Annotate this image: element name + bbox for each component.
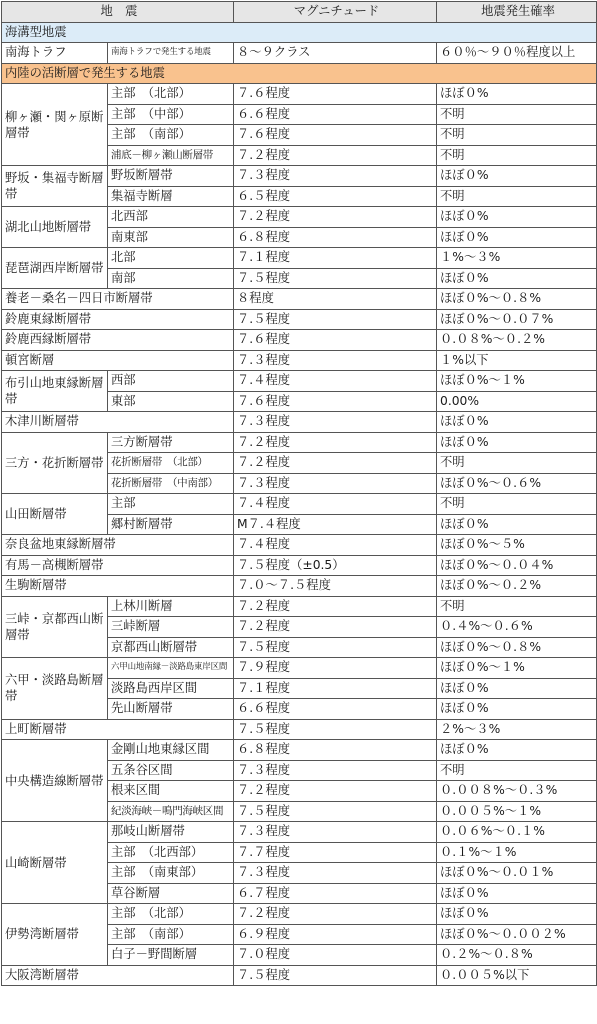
magnitude-cell: ７.４程度 — [234, 371, 437, 392]
probability-cell: ０.００５%～１% — [437, 801, 597, 822]
header-probability: 地震発生確率 — [437, 2, 597, 23]
fault-name-cell: 鈴鹿西縁断層帯 — [2, 330, 234, 351]
magnitude-cell: ７.１程度 — [234, 248, 437, 269]
probability-cell: 不明 — [437, 453, 597, 474]
header-row — [2, 2, 597, 23]
table-row — [2, 84, 597, 105]
table-row — [2, 822, 597, 843]
magnitude-cell: ６.６程度 — [234, 104, 437, 125]
probability-cell: ほぼ０%～０.８% — [437, 637, 597, 658]
magnitude-cell: ７.２程度 — [234, 781, 437, 802]
fault-name-cell: 奈良盆地東縁断層帯 — [2, 535, 234, 556]
magnitude-cell: ７.５程度 — [234, 268, 437, 289]
table-row — [2, 965, 597, 986]
probability-cell: １%以下 — [437, 350, 597, 371]
probability-cell: ほぼ０% — [437, 740, 597, 761]
probability-cell: ほぼ０% — [437, 678, 597, 699]
magnitude-cell: M７.４程度 — [234, 514, 437, 535]
magnitude-cell: ７.６程度 — [234, 330, 437, 351]
magnitude-cell: ７.３程度 — [234, 166, 437, 187]
magnitude-cell: ７.２程度 — [234, 432, 437, 453]
sub-name-cell: 三峠断層 — [108, 617, 234, 638]
probability-cell: 不明 — [437, 186, 597, 207]
probability-cell: ほぼ０%～０.８% — [437, 289, 597, 310]
fault-group-name-cell: 琵琶湖西岸断層帯 — [2, 248, 108, 289]
probability-cell: １%～３% — [437, 248, 597, 269]
probability-cell: ０.０６%～０.１% — [437, 822, 597, 843]
probability-cell: ほぼ０% — [437, 412, 597, 433]
fault-group-name-cell: 三峠・京都西山断層帯 — [2, 596, 108, 658]
sub-name-cell: 西部 — [108, 371, 234, 392]
sub-name-cell: 主部 （南東部） — [108, 863, 234, 884]
probability-cell: ０.００８%～０.３% — [437, 781, 597, 802]
magnitude-cell: ８程度 — [234, 289, 437, 310]
table-row — [2, 494, 597, 515]
probability-cell: ほぼ０%～１% — [437, 371, 597, 392]
magnitude-cell: ７.３程度 — [234, 863, 437, 884]
fault-group-name-cell: 中央構造線断層帯 — [2, 740, 108, 822]
header-earthquake: 地 震 — [2, 2, 234, 23]
section-title-trench: 海溝型地震 — [2, 22, 597, 43]
magnitude-cell: ７.７程度 — [234, 842, 437, 863]
probability-cell: ０.４%～０.６% — [437, 617, 597, 638]
magnitude-cell: ７.０程度 — [234, 945, 437, 966]
magnitude-cell: ７.４程度 — [234, 494, 437, 515]
magnitude-cell: ７.１程度 — [234, 678, 437, 699]
table-row — [2, 330, 597, 351]
fault-name-cell: 木津川断層帯 — [2, 412, 234, 433]
magnitude-cell: ６.８程度 — [234, 227, 437, 248]
fault-group-name-cell: 湖北山地断層帯 — [2, 207, 108, 248]
magnitude-cell: ７.０～７.５程度 — [234, 576, 437, 597]
probability-cell: ０.２%～０.８% — [437, 945, 597, 966]
table-row-nankai — [2, 43, 597, 64]
probability-cell: ほぼ０% — [437, 227, 597, 248]
table-row — [2, 576, 597, 597]
fault-group-name-cell: 山田断層帯 — [2, 494, 108, 535]
probability-cell: ほぼ０% — [437, 207, 597, 228]
fault-name-cell: 鈴鹿東縁断層帯 — [2, 309, 234, 330]
magnitude-cell: ７.２程度 — [234, 596, 437, 617]
fault-name-cell: 南海トラフ — [2, 43, 108, 64]
table-row — [2, 166, 597, 187]
table-row — [2, 658, 597, 679]
probability-cell: 不明 — [437, 760, 597, 781]
probability-cell: 不明 — [437, 125, 597, 146]
magnitude-cell: ７.６程度 — [234, 125, 437, 146]
magnitude-cell: ７.２程度 — [234, 904, 437, 925]
magnitude-cell: ６.９程度 — [234, 924, 437, 945]
sub-name-cell: 那岐山断層帯 — [108, 822, 234, 843]
table-row — [2, 719, 597, 740]
magnitude-cell: ７.６程度 — [234, 84, 437, 105]
sub-name-cell: 南部 — [108, 268, 234, 289]
fault-name-cell: 有馬－高槻断層帯 — [2, 555, 234, 576]
magnitude-cell: ７.５程度 — [234, 719, 437, 740]
magnitude-cell: ７.５程度 — [234, 965, 437, 986]
sub-name-cell: 草谷断層 — [108, 883, 234, 904]
probability-cell: 不明 — [437, 104, 597, 125]
magnitude-cell: ７.２程度 — [234, 617, 437, 638]
probability-cell: ほぼ０%～０.０７% — [437, 309, 597, 330]
probability-cell: ０.００５%以下 — [437, 965, 597, 986]
magnitude-cell: ６.６程度 — [234, 699, 437, 720]
magnitude-cell: ７.５程度（±0.5） — [234, 555, 437, 576]
fault-name-cell: 頓宮断層 — [2, 350, 234, 371]
magnitude-cell: ７.３程度 — [234, 412, 437, 433]
probability-cell: ほぼ０% — [437, 514, 597, 535]
earthquake-probability-table — [1, 1, 597, 986]
magnitude-cell: ７.４程度 — [234, 535, 437, 556]
magnitude-cell: ７.３程度 — [234, 760, 437, 781]
sub-name-cell: 主部 （北西部） — [108, 842, 234, 863]
probability-cell: ６０％～９０％程度以上 — [437, 43, 597, 64]
fault-group-name-cell: 山崎断層帯 — [2, 822, 108, 904]
fault-group-name-cell: 伊勢湾断層帯 — [2, 904, 108, 966]
probability-cell: 不明 — [437, 494, 597, 515]
magnitude-cell: ７.５程度 — [234, 637, 437, 658]
magnitude-cell: ７.５程度 — [234, 801, 437, 822]
magnitude-cell: ７.３程度 — [234, 822, 437, 843]
sub-name-cell: 六甲山地南縁－淡路島東岸区間 — [108, 658, 234, 679]
table-row — [2, 904, 597, 925]
probability-cell: ほぼ０% — [437, 84, 597, 105]
probability-cell: 不明 — [437, 596, 597, 617]
section-title-inland: 内陸の活断層で発生する地震 — [2, 63, 597, 84]
sub-name-cell: 根来区間 — [108, 781, 234, 802]
table-row — [2, 309, 597, 330]
magnitude-cell: ７.２程度 — [234, 145, 437, 166]
table-row — [2, 535, 597, 556]
sub-name-cell: 主部 （北部） — [108, 904, 234, 925]
probability-cell: ほぼ０%～５% — [437, 535, 597, 556]
probability-cell: 不明 — [437, 145, 597, 166]
sub-name-cell: 五条谷区間 — [108, 760, 234, 781]
probability-cell: ほぼ０% — [437, 166, 597, 187]
magnitude-cell: ８～９クラス — [234, 43, 437, 64]
sub-name-cell: 白子－野間断層 — [108, 945, 234, 966]
table-body — [2, 22, 597, 986]
header-magnitude: マグニチュード — [234, 2, 437, 23]
table-row — [2, 740, 597, 761]
probability-cell: ０.１%～１% — [437, 842, 597, 863]
magnitude-cell: ７.３程度 — [234, 473, 437, 494]
sub-name-cell: 金剛山地東縁区間 — [108, 740, 234, 761]
magnitude-cell: ６.５程度 — [234, 186, 437, 207]
section-trench-row — [2, 22, 597, 43]
magnitude-cell: ６.７程度 — [234, 883, 437, 904]
magnitude-cell: ７.６程度 — [234, 391, 437, 412]
sub-name-cell: 主部 （北部） — [108, 84, 234, 105]
sub-name-cell: 野坂断層帯 — [108, 166, 234, 187]
probability-cell: 0.00% — [437, 391, 597, 412]
sub-name-cell: 東部 — [108, 391, 234, 412]
table-row — [2, 207, 597, 228]
sub-name-cell: 浦底－柳ヶ瀬山断層帯 — [108, 145, 234, 166]
sub-name-cell: 主部 （中部） — [108, 104, 234, 125]
magnitude-cell: ７.２程度 — [234, 453, 437, 474]
probability-cell: ほぼ０% — [437, 883, 597, 904]
table-row — [2, 432, 597, 453]
sub-name-cell: 紀淡海峡－鳴門海峡区間 — [108, 801, 234, 822]
fault-name-cell: 大阪湾断層帯 — [2, 965, 234, 986]
fault-name-cell: 上町断層帯 — [2, 719, 234, 740]
table-row — [2, 371, 597, 392]
fault-group-name-cell: 六甲・淡路島断層帯 — [2, 658, 108, 720]
sub-name-cell: 郷村断層帯 — [108, 514, 234, 535]
sub-name-cell: 北部 — [108, 248, 234, 269]
table-row — [2, 412, 597, 433]
probability-cell: ほぼ０%～０.６% — [437, 473, 597, 494]
probability-cell: ほぼ０% — [437, 432, 597, 453]
probability-cell: ほぼ０%～１% — [437, 658, 597, 679]
probability-cell: ほぼ０%～０.０１% — [437, 863, 597, 884]
probability-cell: ほぼ０% — [437, 904, 597, 925]
probability-cell: ２%～３% — [437, 719, 597, 740]
table-row — [2, 248, 597, 269]
probability-cell: ほぼ０%～０.０４% — [437, 555, 597, 576]
fault-group-name-cell: 野坂・集福寺断層帯 — [2, 166, 108, 207]
sub-name-cell: 集福寺断層 — [108, 186, 234, 207]
fault-group-name-cell: 三方・花折断層帯 — [2, 432, 108, 494]
magnitude-cell: ７.３程度 — [234, 350, 437, 371]
fault-group-name-cell: 柳ヶ瀬・関ヶ原断層帯 — [2, 84, 108, 166]
sub-name-cell: 南東部 — [108, 227, 234, 248]
sub-name-cell: 北西部 — [108, 207, 234, 228]
fault-group-name-cell: 布引山地東縁断層帯 — [2, 371, 108, 412]
sub-name-cell: 花折断層帯 （北部） — [108, 453, 234, 474]
fault-name-cell: 生駒断層帯 — [2, 576, 234, 597]
sub-name-cell: 京都西山断層帯 — [108, 637, 234, 658]
probability-cell: ほぼ０% — [437, 268, 597, 289]
sub-name-cell: 主部 — [108, 494, 234, 515]
magnitude-cell: ７.５程度 — [234, 309, 437, 330]
probability-cell: ほぼ０%～０.２% — [437, 576, 597, 597]
section-inland-row — [2, 63, 597, 84]
sub-name-cell: 主部 （南部） — [108, 924, 234, 945]
table-row — [2, 350, 597, 371]
magnitude-cell: ７.２程度 — [234, 207, 437, 228]
probability-cell: ほぼ０%～０.００２% — [437, 924, 597, 945]
sub-name-cell: 先山断層帯 — [108, 699, 234, 720]
probability-cell: ほぼ０% — [437, 699, 597, 720]
sub-name-cell: 上林川断層 — [108, 596, 234, 617]
magnitude-cell: ７.９程度 — [234, 658, 437, 679]
sub-name-cell: 淡路島西岸区間 — [108, 678, 234, 699]
table-row — [2, 555, 597, 576]
sub-name-cell: 三方断層帯 — [108, 432, 234, 453]
sub-name-cell: 主部 （南部） — [108, 125, 234, 146]
magnitude-cell: ６.８程度 — [234, 740, 437, 761]
sub-name-cell: 花折断層帯 （中南部） — [108, 473, 234, 494]
table-row — [2, 596, 597, 617]
table-row — [2, 289, 597, 310]
sub-name-cell: 南海トラフで発生する地震 — [108, 43, 234, 64]
fault-name-cell: 養老－桑名－四日市断層帯 — [2, 289, 234, 310]
probability-cell: ０.０８%～０.２% — [437, 330, 597, 351]
